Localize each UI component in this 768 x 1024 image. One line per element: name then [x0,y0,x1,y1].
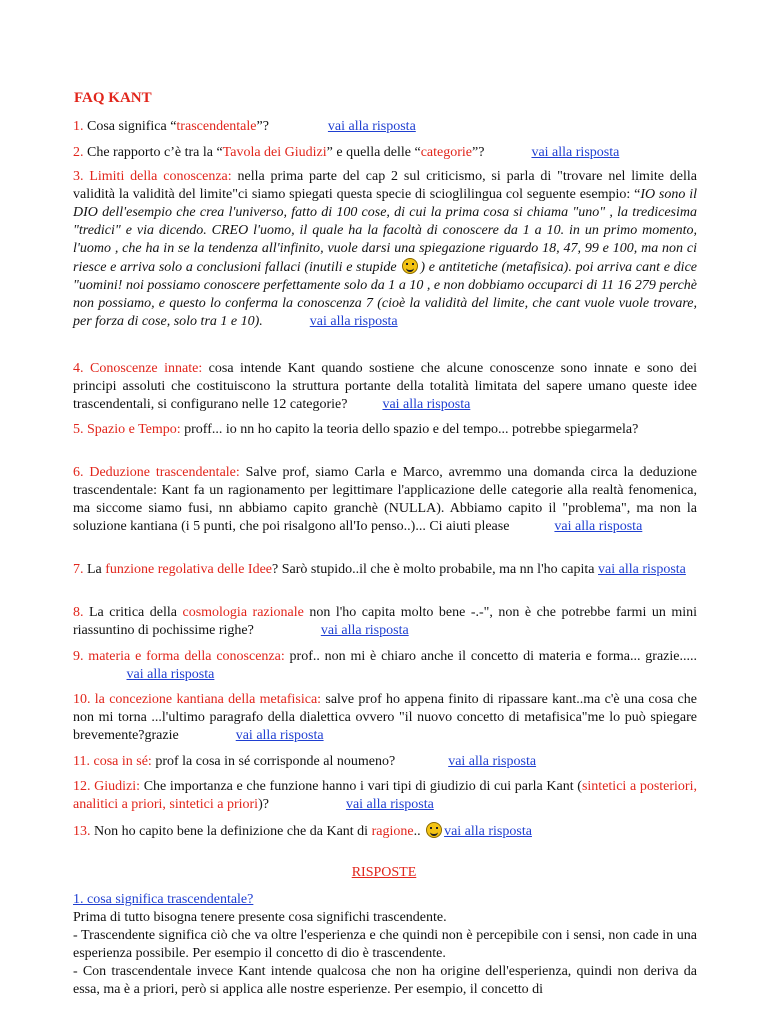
page-title: FAQ KANT [74,90,152,106]
question-11: 11. cosa in sé: prof la cosa in sé corrisponde al noumeno? vai alla risposta [73,754,537,769]
answer-link-2[interactable]: vai alla risposta [531,145,620,160]
answer-link-10[interactable]: vai alla risposta [235,728,324,743]
question-9: 9. materia e forma della conoscenza: prof.. non mi è chiaro anche il concetto di materia e forma... grazie..... vai alla risposta [73,649,698,682]
laughing-smiley-icon [426,822,442,838]
question-12: 12. Giudizi: Che importanza e che funzione hanno i vari tipi di giudizio di cui parla Kant (sintetici a posteriori, analitici a priori, sintetici a priori)? vai alla risposta [73,779,697,812]
question-13: 13. Non ho capito bene la definizione che da Kant di ragione.. vai alla risposta [73,824,532,839]
question-10: 10. la concezione kantiana della metafisica: salve prof ho appena finito di ripassare kant..ma c'è una cosa che non mi torna ...l'ultimo paragrafo della dialettica ovvero "il nuovo concetto di metafisica"me lo può spiegare brevemente?grazie vai alla risposta [73,692,697,743]
risposte-heading [0,865,768,881]
question-4: 4. Conoscenze innate: cosa intende Kant quando sostiene che alcune conoscenze sono innate e sono dei principi assoluti che costituiscono la struttura portante della totalità limitata del sapere umano queste idee trascendentali, si configurano nelle 12 categorie? vai alla risposta [73,361,697,412]
question-6: 6. Deduzione trascendentale: Salve prof, siamo Carla e Marco, avremmo una domanda circa la deduzione trascendentale: Kant fa un ragionamento per legittimare l'applicazione delle categorie alla realtà fenomenica, ma siccome siamo fusi, nn abbiamo capito granchè (NULLA). Abbiamo capito il "problema", ma non la soluzione kantiana (i 5 punti, che poi risalgono all'Io penso..)... Ci aiuti please vai alla risposta [73,465,698,534]
question-7: 7. La funzione regolativa delle Idee? Sarò stupido..il che è molto probabile, ma nn l'ho capita vai alla risposta [73,562,686,577]
answer-link-3[interactable]: vai alla risposta [309,314,398,329]
answer-1-title-link[interactable]: 1. cosa significa trascendentale? [73,892,254,907]
answer-link-11[interactable]: vai alla risposta [448,754,537,769]
risposte-link[interactable]: RISPOSTE [351,865,417,880]
question-2: 2. Che rapporto c’è tra la “Tavola dei Giudizi” e quella delle “categorie”? vai alla risposta [73,145,620,160]
answer-1: 1. cosa significa trascendentale? Prima di tutto bisogna tenere presente cosa significhi trascendente. - Trascendente significa ciò che va oltre l'esperienza e che quindi non è percepibile con i sensi, non cade in una esperienza possibile. Per esempio il concetto di dio è trascendente. - Con trascendentale invece Kant intende qualcosa che non ha origine dell'esperienza, quindi non deriva da essa, ma è a priori, però si applica alle nostre esperienze. Per esempio, il concetto di [73,892,697,997]
answer-link-12[interactable]: vai alla risposta [345,797,434,812]
answer-link-1[interactable]: vai alla risposta [327,119,416,134]
sad-smiley-icon [402,258,418,274]
question-1: 1. Cosa significa “trascendentale”? vai alla risposta [73,119,416,134]
answer-link-8[interactable]: vai alla risposta [320,623,409,638]
answer-link-13[interactable]: vai alla risposta [444,824,532,839]
question-3: 3. Limiti della conoscenza: nella prima parte del cap 2 sul criticismo, si parla di "trovare nel limite della validità la validità del limite"ci siamo spiegati questa specie di scioglilingua col seguente esempio: “IO sono il DIO dell'esempio che crea l'universo, fatto di 100 cose, di cui la prima cosa si chiama "uno" , la tredicesima "tredici" e via dicendo. CREO l'uomo, il quale ha la facoltà di conoscere da 1 a 10. in un primo momento, l'uomo , che ha in se la tendenza all'infinito, vuole darsi una spiegazione riguardo 18, 47, 99 e 100, ma non ci riesce e arriva solo a conclusioni fallaci (inutili e stupide ) e antitetiche (metafisica). poi arriva cant e dice "uomini! noi possiamo conoscere perfettamente solo da 1 a 10 , e non dobbiamo occuparci di 11 16 279 perchè non possiamo, e questo lo conferma la conoscenza 7 (cioè la validità del limite, che cant vuole vuole trovare, per forza di cose, solo tra 1 e 10). vai alla risposta [73,169,698,329]
answer-link-7[interactable]: vai alla risposta [598,562,686,577]
answer-link-4[interactable]: vai alla risposta [382,397,471,412]
question-5: 5. Spazio e Tempo: proff... io nn ho capito la teoria dello spazio e del tempo... potrebbe spiegarmela? [73,422,639,437]
question-8: 8. La critica della cosmologia razionale non l'ho capita molto bene -.-", non è che potrebbe farmi un mini riassuntino di pochissime righe? vai alla risposta [73,605,698,638]
answer-link-9[interactable]: vai alla risposta [126,667,215,682]
answer-link-6[interactable]: vai alla risposta [554,519,643,534]
